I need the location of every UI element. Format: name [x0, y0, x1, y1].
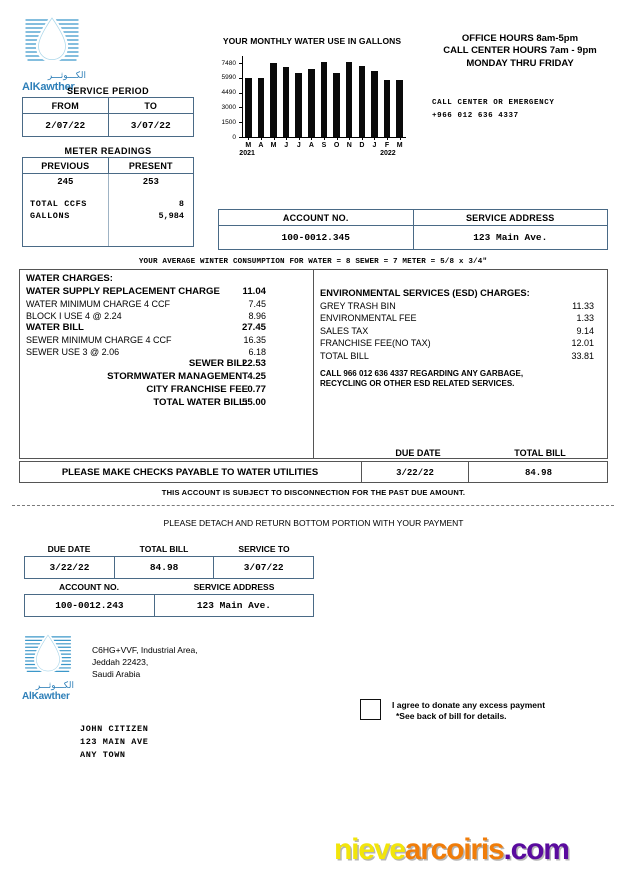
- esd-charge-row: [320, 301, 602, 313]
- customer-name: JOHN CITIZEN: [80, 724, 149, 734]
- esd-charge-label: TOTAL BILL: [320, 350, 369, 361]
- chart-y-tick-label: 1500: [221, 118, 236, 126]
- donation-label-line2: *See back of bill for details.: [396, 711, 507, 721]
- chart-y-tick-label: 3000: [221, 103, 236, 111]
- esd-charge-label: GREY TRASH BIN: [320, 301, 396, 311]
- water-charge-amount: 11.04: [242, 286, 266, 297]
- water-charges-section: [26, 273, 304, 410]
- stub-header-total-bill: TOTAL BILL: [139, 544, 189, 554]
- chart-bar: [245, 78, 252, 137]
- stub-header-service-to: SERVICE TO: [238, 544, 290, 554]
- chart-y-tick: [239, 107, 242, 108]
- meter-present-value: 253: [142, 177, 159, 187]
- esd-charge-row: [320, 326, 602, 338]
- water-total-row: [26, 371, 304, 384]
- water-charge-row: [26, 286, 304, 299]
- donation-label-line1: I agree to donate any excess payment: [392, 700, 546, 710]
- chart-y-tick-label: 5990: [221, 74, 236, 82]
- water-total-row: [26, 358, 304, 371]
- customer-address-line2: 123 MAIN AVE: [80, 737, 149, 747]
- chart-y-tick: [239, 93, 242, 94]
- water-total-row: [26, 397, 304, 410]
- stub-service-address: 123 Main Ave.: [154, 595, 313, 617]
- stub-account-number: 100-0012.243: [25, 595, 155, 617]
- chart-x-tick: [374, 137, 375, 140]
- emergency-label: CALL CENTER OR EMERGENCY: [432, 99, 555, 107]
- water-charge-row: [26, 299, 304, 311]
- chart-x-tick-label: A: [308, 142, 314, 149]
- brand-name: AlKawther: [22, 81, 75, 93]
- brand-arabic: الكـــوثـــر: [47, 70, 86, 80]
- esd-charge-amount: 11.33: [572, 301, 594, 311]
- chart-x-tick: [286, 137, 287, 140]
- chart-x-tick-label: J: [284, 142, 289, 149]
- stub-header-service-address: SERVICE ADDRESS: [193, 582, 275, 592]
- due-date-header: DUE DATE: [395, 448, 441, 458]
- chart-title: YOUR MONTHLY WATER USE IN GALLONS: [222, 36, 402, 46]
- chart-bar: [283, 67, 290, 137]
- account-number-value: 100-0012.345: [219, 226, 414, 250]
- customer-address-line3: ANY TOWN: [80, 750, 126, 760]
- water-charge-row: [26, 347, 304, 359]
- watermark-part-3: .com: [503, 833, 569, 866]
- site-watermark: [334, 833, 569, 867]
- chart-x-tick: [299, 137, 300, 140]
- chart-x-tick-label: S: [321, 142, 327, 149]
- service-address-value: 123 Main Ave.: [413, 226, 608, 250]
- chart-x-tick: [248, 137, 249, 140]
- chart-x-tick-label: A: [258, 142, 264, 149]
- stub-service-to-value: 3/07/22: [214, 557, 314, 579]
- summary-due-date: 3/22/22: [396, 468, 434, 478]
- watermark-part-2: arcoiris: [404, 833, 504, 866]
- service-period-header-to: TO: [108, 98, 194, 114]
- brand-arabic-bottom: الكـــوثـــر: [35, 680, 74, 690]
- office-hours-line2: CALL CENTER HOURS 7am - 9pm: [443, 45, 597, 56]
- water-charge-row: [26, 311, 304, 323]
- chart-x-tick: [349, 137, 350, 140]
- water-charge-label: SEWER USE 3 @ 2.06: [26, 346, 120, 357]
- chart-x-tick: [324, 137, 325, 140]
- chart-x-tick-label: J: [296, 142, 301, 149]
- total-ccfs-value: 8: [178, 199, 184, 209]
- water-charge-amount: 8.96: [248, 310, 266, 321]
- charges-divider: [313, 270, 314, 459]
- stub-header-due-date: DUE DATE: [47, 544, 91, 554]
- water-charge-label: WATER MINIMUM CHARGE 4 CCF: [26, 299, 170, 309]
- esd-charge-amount: 9.14: [576, 325, 594, 336]
- water-drop-icon: [22, 12, 82, 70]
- office-hours-line3: MONDAY THRU FRIDAY: [466, 58, 574, 69]
- water-charge-amount: 27.45: [241, 322, 266, 333]
- esd-charge-row: [320, 313, 602, 325]
- chart-x-tick: [387, 137, 388, 140]
- esd-charge-label: FRANCHISE FEE(NO TAX): [320, 338, 431, 349]
- water-charge-row: [26, 335, 304, 347]
- chart-x-tick: [311, 137, 312, 140]
- watermark-part-1: nieve: [334, 833, 405, 866]
- water-charge-label: BLOCK I USE 4 @ 2.24: [26, 310, 122, 321]
- water-charge-amount: 7.45: [248, 299, 266, 309]
- stub-due-date-value: 3/22/22: [25, 557, 115, 579]
- account-header-address: SERVICE ADDRESS: [413, 210, 608, 226]
- esd-charge-row: [320, 351, 602, 363]
- water-drop-icon: [22, 630, 74, 680]
- chart-bar: [359, 66, 366, 137]
- meter-header-present: PRESENT: [108, 158, 193, 174]
- chart-bar: [321, 62, 328, 137]
- chart-year-end-label: 2022: [380, 150, 396, 157]
- esd-charge-row: [320, 338, 602, 350]
- chart-x-tick-label: F: [384, 142, 390, 149]
- service-period-header-from: FROM: [23, 98, 109, 114]
- chart-bar: [270, 63, 277, 137]
- chart-x-tick: [261, 137, 262, 140]
- detach-instruction: PLEASE DETACH AND RETURN BOTTOM PORTION WITH YOUR PAYMENT: [163, 518, 464, 528]
- chart-x-tick-label: O: [333, 142, 340, 149]
- emergency-phone: +966 012 636 4337: [432, 112, 519, 120]
- company-address-line3: Saudi Arabia: [92, 669, 141, 679]
- brand-name-bottom: AlKawther: [22, 691, 70, 702]
- esd-charge-lines: [320, 301, 602, 363]
- esd-note-line1: CALL 966 012 636 4337 REGARDING ANY GARBAGE,: [320, 369, 524, 378]
- service-period-to-value: 3/07/22: [108, 114, 194, 137]
- chart-x-tick-label: N: [346, 142, 352, 149]
- water-total-label: SEWER BILL: [188, 358, 248, 369]
- company-address-line1: C6HG+VVF, Industrial Area,: [92, 645, 198, 655]
- chart-x-tick-label: M: [396, 142, 403, 149]
- water-charge-totals: [26, 358, 304, 410]
- esd-charge-label: ENVIRONMENTAL FEE: [320, 313, 417, 324]
- gallons-label: GALLONS: [30, 211, 70, 221]
- water-charges-title: WATER CHARGES:: [26, 273, 113, 284]
- water-charge-amount: 6.18: [248, 346, 266, 357]
- chart-x-tick: [362, 137, 363, 140]
- meter-header-previous: PREVIOUS: [23, 158, 109, 174]
- account-header-number: ACCOUNT NO.: [219, 210, 414, 226]
- chart-y-tick: [239, 63, 242, 64]
- stub-values-table: [24, 556, 314, 579]
- esd-charge-amount: 33.81: [571, 350, 594, 361]
- water-total-amount: 4.25: [247, 371, 266, 382]
- chart-y-tick-label: 7480: [221, 59, 236, 67]
- chart-bar: [333, 73, 340, 137]
- esd-charges-title: ENVIRONMENTAL SERVICES (ESD) CHARGES:: [320, 288, 530, 298]
- water-total-amount: 0.77: [247, 384, 266, 395]
- chart-x-tick-label: M: [270, 142, 277, 149]
- chart-y-tick: [239, 137, 242, 138]
- service-period-from-value: 2/07/22: [23, 114, 109, 137]
- summary-total-bill: 84.98: [524, 468, 552, 478]
- esd-charge-amount: 1.33: [576, 313, 594, 324]
- donation-checkbox[interactable]: [360, 699, 381, 720]
- chart-bar: [295, 73, 302, 137]
- total-bill-header: TOTAL BILL: [514, 448, 566, 458]
- checks-payable-text: PLEASE MAKE CHECKS PAYABLE TO WATER UTILITIES: [61, 467, 319, 478]
- chart-bar: [371, 71, 378, 137]
- water-total-label: STORMWATER MANAGEMENT: [107, 371, 248, 382]
- water-charge-label: WATER SUPPLY REPLACEMENT CHARGE: [26, 286, 220, 297]
- esd-charge-label: SALES TAX: [320, 325, 369, 336]
- esd-charge-amount: 12.01: [571, 338, 594, 349]
- water-charge-row: [26, 322, 304, 335]
- chart-y-axis: [242, 56, 243, 137]
- chart-bar: [396, 80, 403, 137]
- brand-logo: [22, 12, 86, 93]
- water-total-label: TOTAL WATER BILL:: [153, 397, 248, 408]
- chart-bar: [384, 80, 391, 137]
- water-total-amount: 22.53: [241, 358, 266, 369]
- chart-y-tick: [239, 122, 242, 123]
- brand-logo-bottom: [22, 630, 86, 702]
- water-total-row: [26, 384, 304, 397]
- chart-bar: [346, 62, 353, 137]
- service-period-caption: SERVICE PERIOD: [67, 86, 149, 96]
- water-charge-label: SEWER MINIMUM CHARGE 4 CCF: [26, 335, 172, 345]
- esd-charges-section: [320, 288, 602, 363]
- esd-note-line2: RECYCLING OR OTHER ESD RELATED SERVICES.: [320, 379, 515, 388]
- disconnect-notice: THIS ACCOUNT IS SUBJECT TO DISCONNECTION FOR THE PAST DUE AMOUNT.: [161, 488, 466, 497]
- chart-year-start-label: 2021: [239, 150, 255, 157]
- chart-bar: [308, 69, 315, 137]
- chart-x-tick: [274, 137, 275, 140]
- chart-y-tick: [239, 78, 242, 79]
- winter-consumption-note: YOUR AVERAGE WINTER CONSUMPTION FOR WATER = 8 SEWER = 7 METER = 5/8 x 3/4": [138, 258, 488, 266]
- chart-x-tick-label: M: [245, 142, 252, 149]
- service-period-table: [22, 97, 194, 137]
- water-charge-lines: [26, 286, 304, 358]
- detach-dashed-line: [12, 505, 614, 506]
- meter-readings-caption: METER READINGS: [64, 146, 152, 156]
- water-total-amount: 55.00: [241, 397, 266, 408]
- account-info-table: [218, 209, 608, 250]
- office-hours-line1: OFFICE HOURS 8am-5pm: [461, 33, 579, 44]
- company-address-line2: Jeddah 22423,: [92, 657, 149, 667]
- chart-x-tick: [337, 137, 338, 140]
- meter-previous-value: 245: [57, 177, 74, 187]
- stub-header-account-no: ACCOUNT NO.: [59, 582, 119, 592]
- chart-x-tick: [400, 137, 401, 140]
- chart-x-tick-label: D: [359, 142, 365, 149]
- total-ccfs-label: TOTAL CCFS: [30, 199, 88, 209]
- water-charge-label: WATER BILL: [26, 322, 84, 333]
- gallons-value: 5,984: [158, 211, 184, 221]
- stub-account-table: [24, 594, 314, 617]
- chart-bar: [258, 78, 265, 137]
- chart-y-tick-label: 4490: [221, 89, 236, 97]
- water-total-label: CITY FRANCHISE FEE: [146, 384, 248, 395]
- water-charge-amount: 16.35: [243, 335, 266, 345]
- chart-y-tick-label: 0: [232, 133, 236, 141]
- stub-total-bill-value: 84.98: [114, 557, 213, 579]
- chart-x-tick-label: J: [372, 142, 377, 149]
- monthly-water-use-chart: [214, 54, 410, 159]
